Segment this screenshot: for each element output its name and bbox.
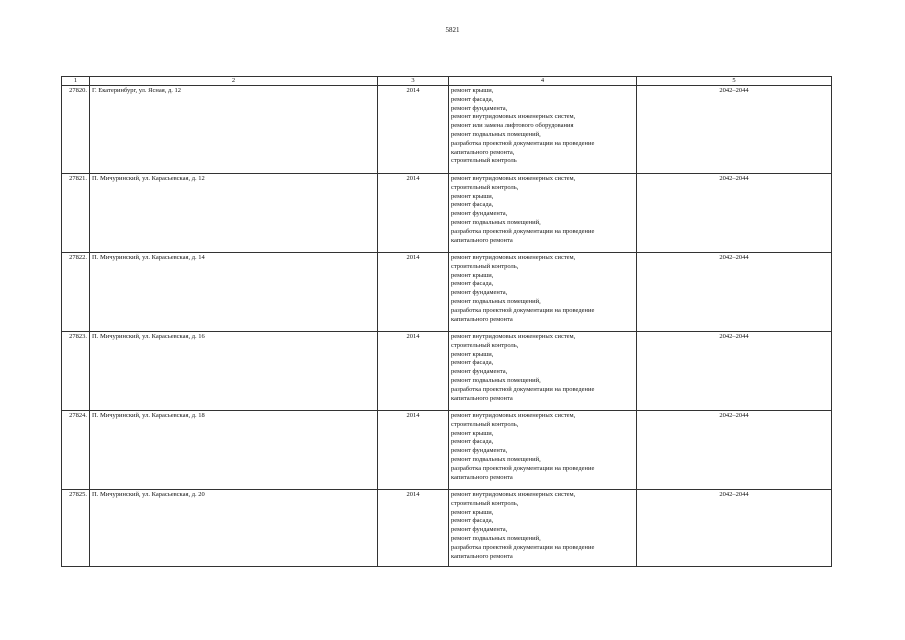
- work-item: строительный контроль,: [451, 183, 519, 191]
- building-address: П. Мичуринский, ул. Карасьевская, д. 14: [90, 253, 378, 332]
- work-item: ремонт или замена лифтового оборудования: [451, 122, 574, 130]
- work-item: ремонт фасада,: [451, 95, 494, 103]
- work-item: ремонт крыши,: [451, 429, 494, 437]
- row-number: 27821.: [62, 174, 90, 253]
- work-item: капитального ремонта: [451, 394, 513, 402]
- work-item: ремонт крыши,: [451, 271, 494, 279]
- repair-schedule-table: [61, 76, 832, 567]
- column-number-row: [62, 77, 832, 86]
- work-item: разработка проектной документации на проведение: [451, 306, 595, 314]
- work-item: ремонт крыши,: [451, 192, 494, 200]
- column-header-4: 4: [449, 77, 637, 86]
- work-item: ремонт крыши,: [451, 350, 494, 358]
- table-row: [62, 86, 832, 174]
- work-item: строительный контроль,: [451, 262, 519, 270]
- work-item: ремонт фасада,: [451, 359, 494, 367]
- plan-year: 2014: [378, 174, 449, 253]
- work-item: ремонт подвальных помещений,: [451, 130, 541, 138]
- work-item: капитального ремонта: [451, 236, 513, 244]
- plan-year: 2014: [378, 411, 449, 490]
- repair-period: 2042–2044: [637, 332, 832, 411]
- work-item: строительный контроль,: [451, 420, 519, 428]
- row-number: 27820.: [62, 86, 90, 174]
- work-item: капитального ремонта: [451, 552, 513, 560]
- table-row: [62, 490, 832, 567]
- table-row: [62, 411, 832, 490]
- repair-period: 2042–2044: [637, 174, 832, 253]
- column-header-3: 3: [378, 77, 449, 86]
- work-item: ремонт фундамента,: [451, 368, 508, 376]
- works-list: [449, 490, 637, 567]
- works-list: [449, 174, 637, 253]
- work-item: ремонт подвальных помещений,: [451, 534, 541, 542]
- table-row: [62, 253, 832, 332]
- work-item: разработка проектной документации на проведение: [451, 139, 595, 147]
- building-address: П. Мичуринский, ул. Карасьевская, д. 18: [90, 411, 378, 490]
- column-header-1: 1: [62, 77, 90, 86]
- page-number: 5821: [445, 26, 460, 34]
- work-item: ремонт подвальных помещений,: [451, 297, 541, 305]
- building-address: П. Мичуринский, ул. Карасьевская, д. 20: [90, 490, 378, 567]
- work-item: ремонт фасада,: [451, 438, 494, 446]
- work-item: ремонт внутридомовых инженерных систем,: [451, 113, 576, 121]
- table-row: [62, 174, 832, 253]
- work-item: ремонт крыши,: [451, 87, 494, 94]
- building-address: Г. Екатеринбург, ул. Ясная, д. 12: [90, 86, 378, 174]
- work-item: капитального ремонта: [451, 473, 513, 481]
- row-number: 27823.: [62, 332, 90, 411]
- work-item: разработка проектной документации на проведение: [451, 543, 595, 551]
- row-number: 27825.: [62, 490, 90, 567]
- column-header-2: 2: [90, 77, 378, 86]
- plan-year: 2014: [378, 86, 449, 174]
- works-list: [449, 86, 637, 174]
- work-item: ремонт фундамента,: [451, 447, 508, 455]
- row-number: 27824.: [62, 411, 90, 490]
- work-item: ремонт подвальных помещений,: [451, 455, 541, 463]
- work-item: ремонт фундамента,: [451, 289, 508, 297]
- work-item: ремонт внутридомовых инженерных систем,: [451, 491, 576, 498]
- work-item: строительный контроль,: [451, 341, 519, 349]
- work-item: ремонт фундамента,: [451, 526, 508, 534]
- work-item: ремонт внутридомовых инженерных систем,: [451, 333, 576, 340]
- repair-period: 2042–2044: [637, 253, 832, 332]
- building-address: П. Мичуринский, ул. Карасьевская, д. 16: [90, 332, 378, 411]
- work-item: ремонт внутридомовых инженерных систем,: [451, 175, 576, 182]
- plan-year: 2014: [378, 332, 449, 411]
- work-item: ремонт подвальных помещений,: [451, 376, 541, 384]
- repair-period: 2042–2044: [637, 411, 832, 490]
- work-item: ремонт фундамента,: [451, 104, 508, 112]
- works-list: [449, 332, 637, 411]
- work-item: ремонт крыши,: [451, 508, 494, 516]
- repair-period: 2042–2044: [637, 86, 832, 174]
- work-item: капитального ремонта: [451, 315, 513, 323]
- column-header-5: 5: [637, 77, 832, 86]
- work-item: ремонт внутридомовых инженерных систем,: [451, 412, 576, 419]
- work-item: разработка проектной документации на проведение: [451, 385, 595, 393]
- work-item: ремонт фасада,: [451, 517, 494, 525]
- work-item: ремонт фундамента,: [451, 210, 508, 218]
- work-item: ремонт фасада,: [451, 201, 494, 209]
- plan-year: 2014: [378, 253, 449, 332]
- work-item: разработка проектной документации на проведение: [451, 227, 595, 235]
- work-item: разработка проектной документации на проведение: [451, 464, 595, 472]
- work-item: капитального ремонта,: [451, 148, 515, 156]
- work-item: ремонт фасада,: [451, 280, 494, 288]
- work-item: строительный контроль,: [451, 499, 519, 507]
- works-list: [449, 253, 637, 332]
- work-item: ремонт подвальных помещений,: [451, 218, 541, 226]
- work-item: ремонт внутридомовых инженерных систем,: [451, 254, 576, 261]
- work-item: строительный контроль: [451, 157, 517, 165]
- repair-period: 2042–2044: [637, 490, 832, 567]
- table-row: [62, 332, 832, 411]
- plan-year: 2014: [378, 490, 449, 567]
- row-number: 27822.: [62, 253, 90, 332]
- table-body: [62, 86, 832, 567]
- table-header: [62, 77, 832, 86]
- works-list: [449, 411, 637, 490]
- building-address: П. Мичуринский, ул. Карасьевская, д. 12: [90, 174, 378, 253]
